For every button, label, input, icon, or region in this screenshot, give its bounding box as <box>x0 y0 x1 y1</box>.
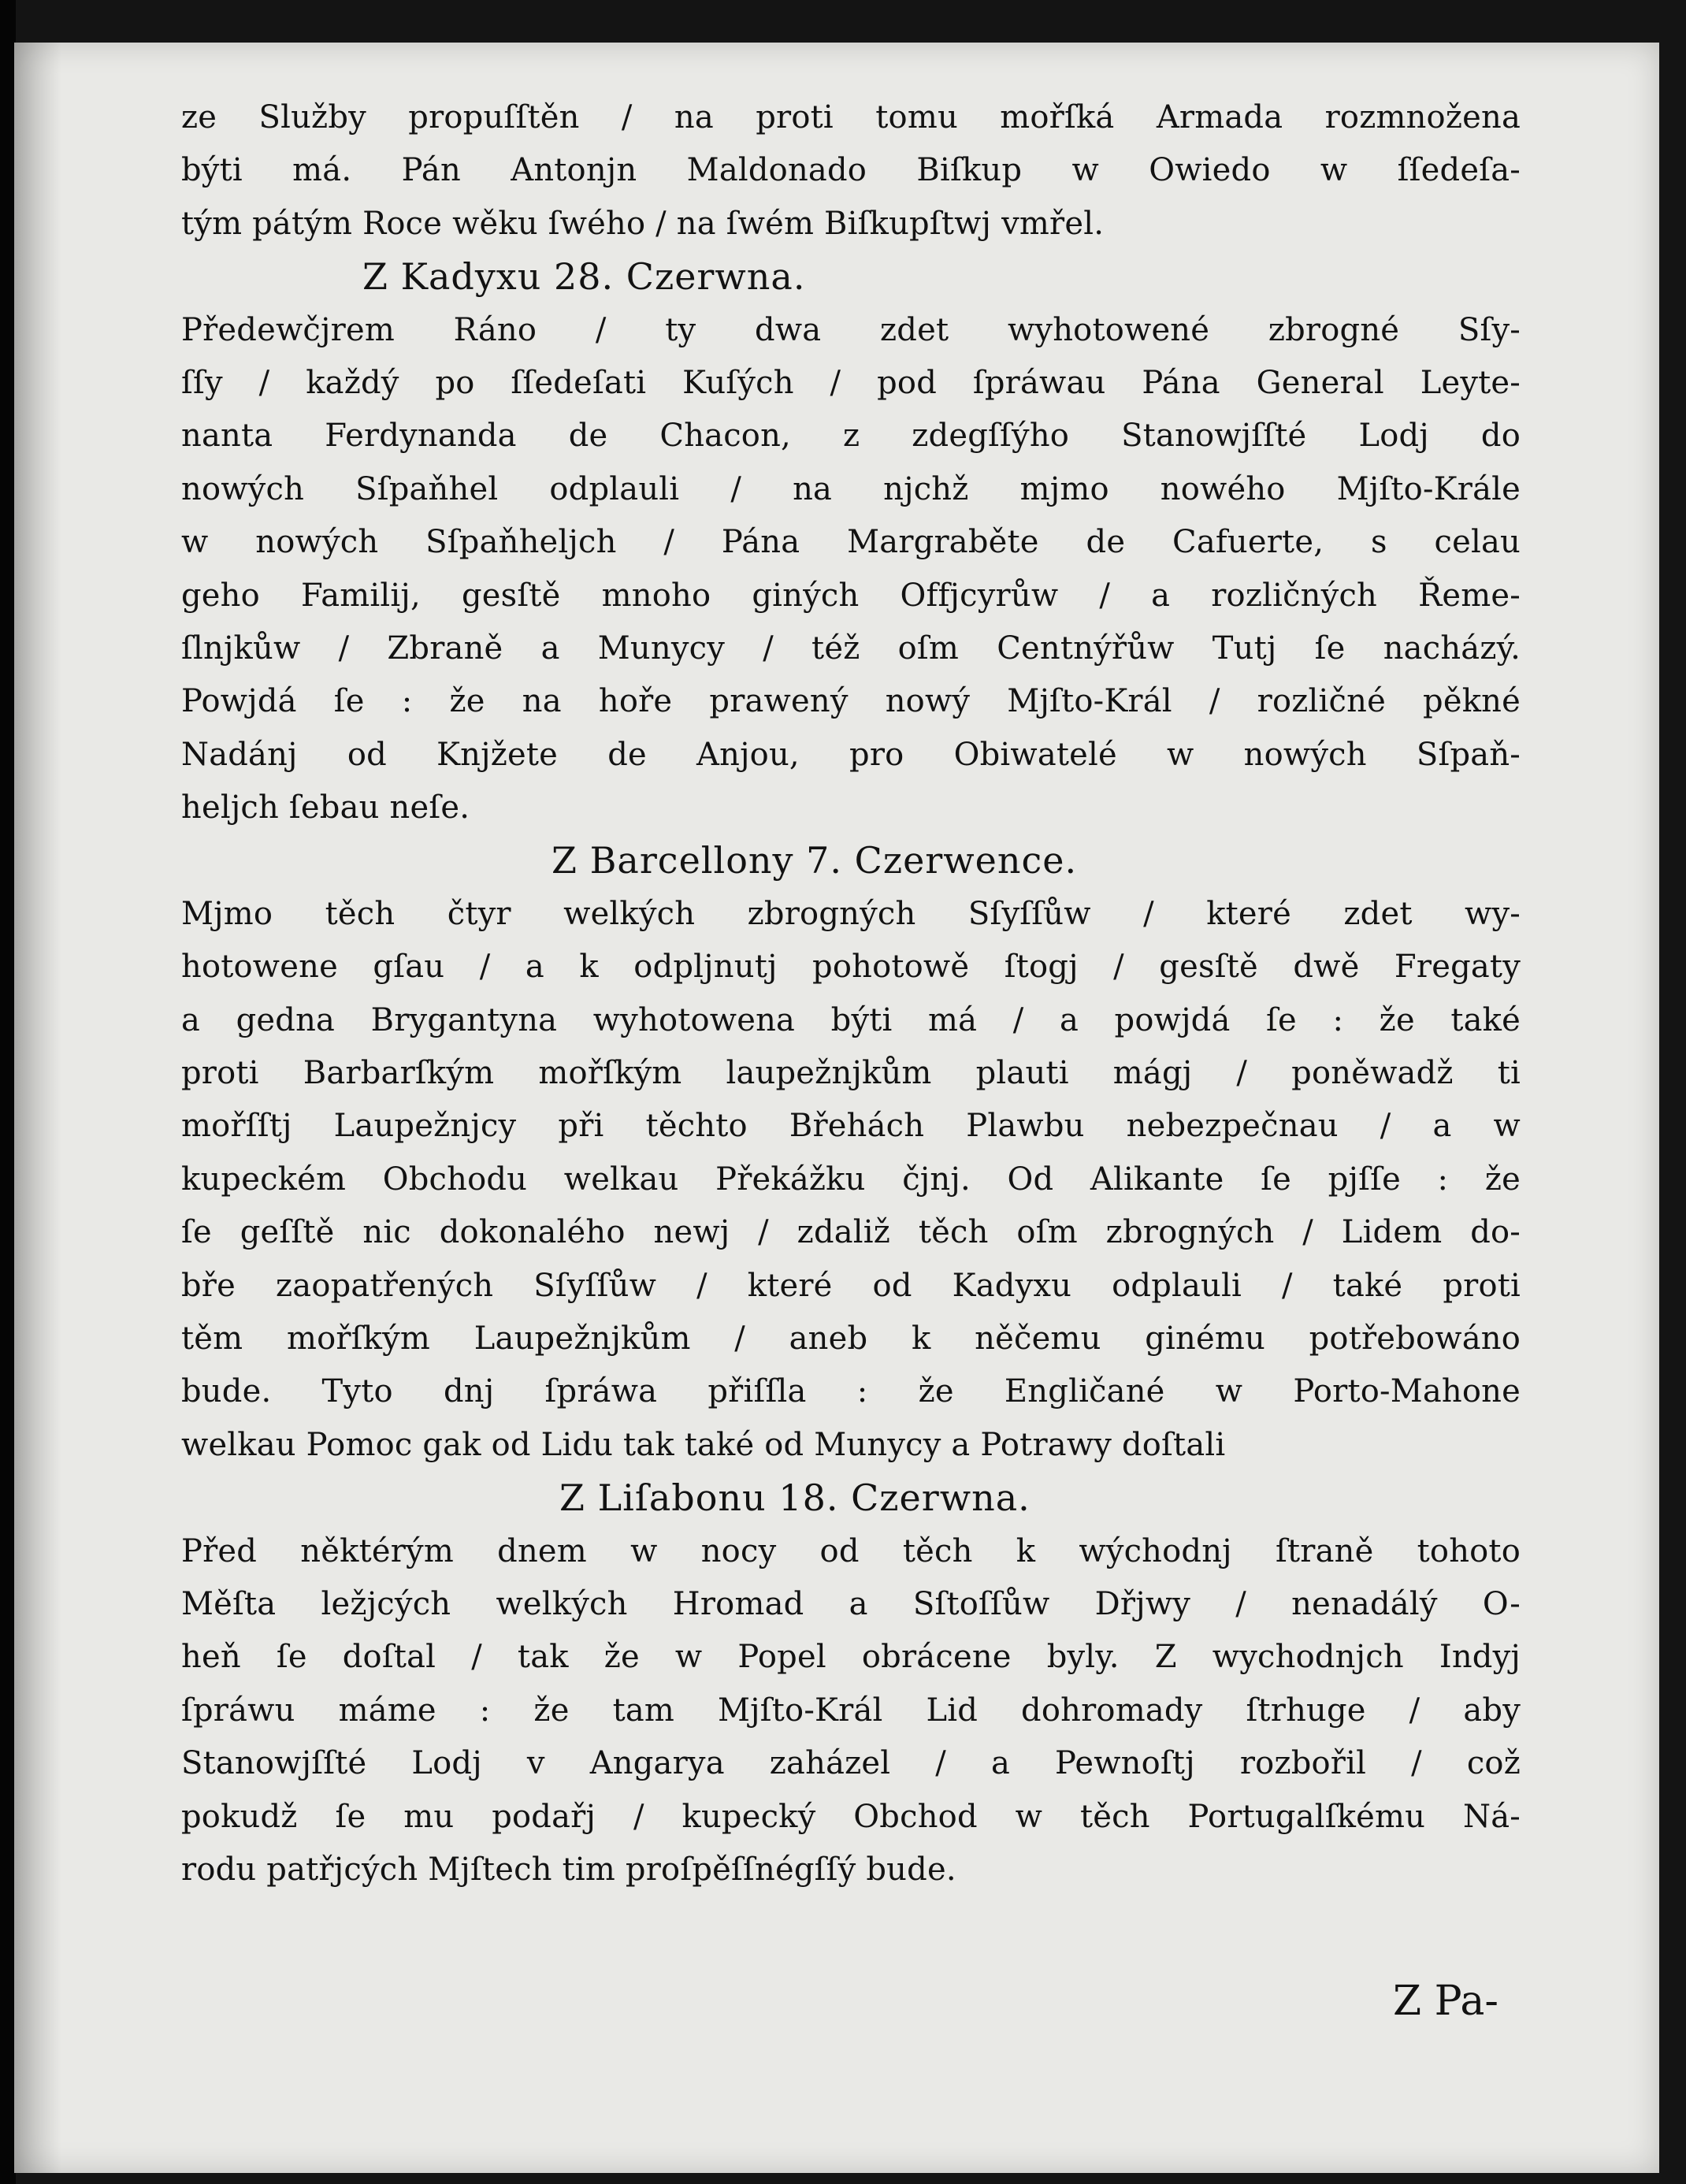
text-line: Nadánj od Knjžete de Anjou, pro Obiwatelé w nowých Sſpaň- <box>181 736 1521 773</box>
section-heading: Z Kadyxu 28. Czerwna. <box>362 255 806 299</box>
text-line: welkau Pomoc gak od Lidu tak také od Munycy a Potrawy doſtali <box>181 1426 1226 1463</box>
text-line: tým pátým Roce wěku ſwého / na ſwém Biſkupſtwj vmřel. <box>181 205 1105 242</box>
page-text <box>181 91 1521 1896</box>
text-line: geho Familij, gesſtě mnoho giných Offjcyrůw / a rozličných Řeme- <box>181 577 1521 614</box>
text-line: Stanowjſſté Lodj v Angarya zaházel / a Pewnoſtj rozbořil / což <box>181 1745 1521 1782</box>
text-line: ze Služby propuſſtěn / na proti tomu mořſká Armada rozmnožena <box>181 99 1521 136</box>
text-line: ſſy / každý po ſſedeſati Kuſých / pod ſpráwau Pána General Leyte- <box>181 364 1521 401</box>
text-line: proti Barbarſkým mořſkým laupežnjkům plauti mágj / poněwadž ti <box>181 1055 1521 1092</box>
text-line: Mjmo těch čtyr welkých zbrogných Sſyſſůw / které zdet wy- <box>181 895 1521 932</box>
text-line: rodu patřjcých Mjſtech tim proſpěſſnégſſý bude. <box>181 1851 956 1888</box>
book-page <box>14 43 1659 2173</box>
section-barcellona <box>181 834 1521 1472</box>
text-line: Před něktérým dnem w nocy od těch k wýchodnj ſtraně tohoto <box>181 1532 1521 1569</box>
text-line: a gedna Brygantyna wyhotowena býti má / a powjdá ſe : že také <box>181 1001 1521 1038</box>
text-line: ſe geſſtě nic dokonalého newj / zdaliž těch oſm zbrogných / Lidem do- <box>181 1214 1521 1251</box>
text-line: hotowene gſau / a k odpljnutj pohotowě ſtogj / gesſtě dwě Fregaty <box>181 949 1521 986</box>
text-line: bře zaopatřených Sſyſſůw / které od Kadyxu odplauli / také proti <box>181 1267 1521 1304</box>
paragraph-intro <box>181 91 1521 251</box>
text-line: w nowých Sſpaňheljch / Pána Margraběte de Cafuerte, s celau <box>181 524 1521 561</box>
text-line: těm mořſkým Laupežnjkům / aneb k něčemu ginému potřebowáno <box>181 1320 1521 1357</box>
section-kadyx <box>181 251 1521 834</box>
text-line: kupeckém Obchodu welkau Překážku čjnj. Od Alikante ſe pjſſe : že <box>181 1161 1521 1198</box>
text-line: heljch ſebau neſe. <box>181 789 470 826</box>
text-line: Powjdá ſe : že na hoře prawený nowý Mjſto-Král / rozličné pěkné <box>181 683 1521 720</box>
section-heading: Z Barcellony 7. Czerwence. <box>551 839 1078 882</box>
section-heading: Z Liſabonu 18. Czerwna. <box>559 1476 1031 1520</box>
text-line: nowých Sſpaňhel odplauli / na njchž mjmo nowého Mjſto-Krále <box>181 470 1521 507</box>
text-line: bude. Tyto dnj ſpráwa přiſſla : že Engličané w Porto-Mahone <box>181 1373 1521 1410</box>
section-lisabon <box>181 1472 1521 1896</box>
text-line: ſpráwu máme : že tam Mjſto-Král Lid dohromady ſtrhuge / aby <box>181 1692 1521 1729</box>
text-line: nanta Ferdynanda de Chacon, z zdegſſýho Stanowjſſté Lodj do <box>181 418 1521 455</box>
binding-edge <box>0 0 16 2184</box>
text-line: mořſſtj Laupežnjcy při těchto Břehách Plawbu nebezpečnau / a w <box>181 1108 1521 1145</box>
text-line: pokudž ſe mu podařj / kupecký Obchod w těch Portugalſkému Ná- <box>181 1798 1521 1835</box>
text-line: ſlnjkůw / Zbraně a Munycy / též oſm Centnýřůw Tutj ſe nacházý. <box>181 630 1521 667</box>
catchword: Z Pa- <box>1393 1978 1498 2025</box>
text-line: Měſta ležjcých welkých Hromad a Sſtoſſůw Dřjwy / nenadálý O- <box>181 1585 1521 1622</box>
text-line: Předewčjrem Ráno / ty dwa zdet wyhotowené zbrogné Sſy- <box>181 311 1521 348</box>
text-line: heň ſe doſtal / tak že w Popel obrácene byly. Z wychodnjch Indyj <box>181 1639 1521 1676</box>
text-line: býti má. Pán Antonjn Maldonado Biſkup w Owiedo w ſſedeſa- <box>181 152 1521 189</box>
